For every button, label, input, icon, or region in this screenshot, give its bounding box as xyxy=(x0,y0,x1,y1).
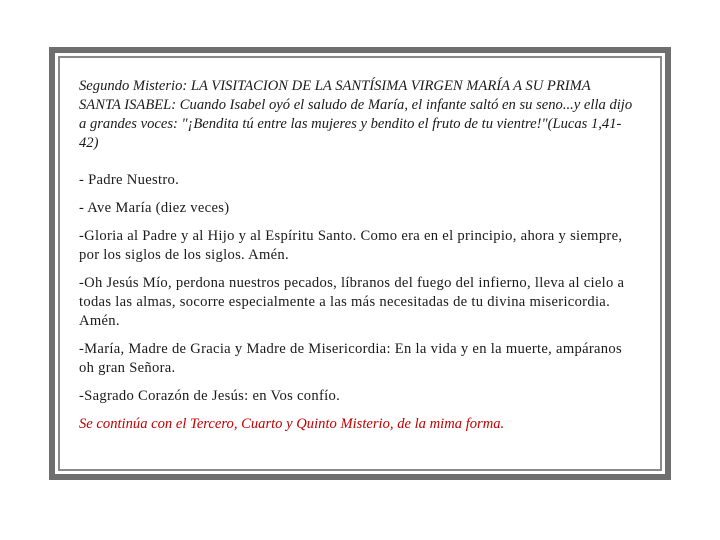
mystery-intro: Segundo Misterio: LA VISITACION DE LA SANTÍSIMA VIRGEN MARÍA A SU PRIMA SANTA ISABEL: Cuando Isabel oyó el saludo de María, el infante saltó en su seno...y ella dijo a grandes voces: "¡Bendita tú entre las mujeres y bendito el fruto de tu vientre!"(Lucas 1,41-42) xyxy=(79,78,633,151)
slide-frame-gap xyxy=(55,53,665,474)
text-content xyxy=(79,77,635,434)
prayer-oh-jesus: -Oh Jesús Mío, perdona nuestros pecados, líbranos del fuego del infierno, lleva al cielo a todas las almas, socorre especialmente a las más necesitadas de tu divina misericordia. Amén. xyxy=(79,275,625,329)
prayer-sagrado-corazon: -Sagrado Corazón de Jesús: en Vos confío. xyxy=(79,388,341,404)
prayer-gloria: -Gloria al Padre y al Hijo y al Espíritu Santo. Como era en el principio, ahora y siempre, por los siglos de los siglos. Amén. xyxy=(79,228,623,263)
prayer-ave-maria: - Ave María (diez veces) xyxy=(79,200,230,216)
prayer-maria-madre: -María, Madre de Gracia y Madre de Misericordia: En la vida y en la muerte, ampáranos oh gran Señora. xyxy=(79,341,622,376)
slide-content-box xyxy=(58,56,662,471)
prayer-padre-nuestro: - Padre Nuestro. xyxy=(79,172,180,188)
closing-note: Se continúa con el Tercero, Cuarto y Quinto Misterio, de la mima forma. xyxy=(79,416,505,432)
slide-frame xyxy=(49,47,671,480)
